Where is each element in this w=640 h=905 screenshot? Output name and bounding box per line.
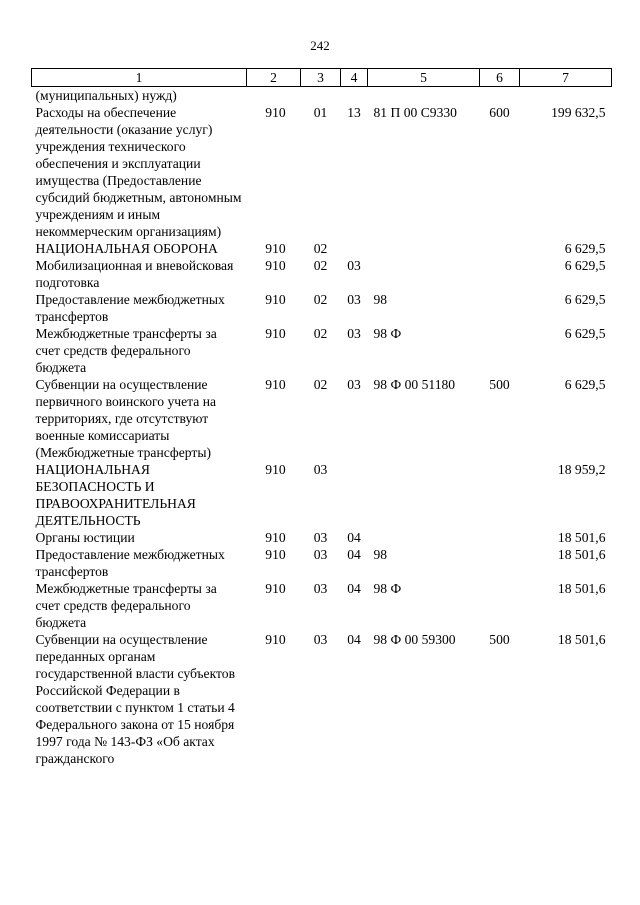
column-header: 7 [520,69,612,87]
subsection-code-cell [341,87,368,105]
target-article-cell [368,529,480,546]
column-header: 4 [341,69,368,87]
amount-cell: 6 629,5 [564,292,606,307]
admin-code-cell: 910 [265,326,286,341]
admin-code-cell: 910 [265,632,286,647]
column-header: 6 [480,69,520,87]
amount-cell: 199 632,5 [551,105,606,120]
expense-type-cell [480,546,520,580]
section-code-cell [301,87,341,105]
page-number: 242 [310,38,330,53]
expense-type-cell [480,461,520,529]
table-row [32,546,612,580]
subsection-code-cell: 03 [347,292,361,307]
table-row [32,87,612,105]
expense-type-cell [480,291,520,325]
expense-type-cell: 500 [489,377,510,392]
expense-type-cell [480,325,520,376]
target-article-cell: 98 Ф [373,581,402,596]
row-name-cell: Мобилизационная и вневойсковая подготовка [35,258,234,290]
subsection-code-cell: 04 [347,530,361,545]
row-name-cell: Межбюджетные трансферты за счет средств федерального бюджета [35,326,217,375]
target-article-cell: 81 П 00 С9330 [373,105,457,120]
subsection-code-cell: 04 [347,632,361,647]
section-code-cell: 03 [313,530,328,545]
table-row [32,580,612,631]
admin-code-cell: 910 [265,292,286,307]
row-name-cell: НАЦИОНАЛЬНАЯ БЕЗОПАСНОСТЬ И ПРАВООХРАНИТЕЛЬНАЯ ДЕЯТЕЛЬНОСТЬ [35,462,196,528]
row-name-cell: Предоставление межбюджетных трансфертов [35,547,225,579]
admin-code-cell: 910 [265,258,286,273]
admin-code-cell: 910 [265,105,286,120]
table-row [32,325,612,376]
subsection-code-cell: 03 [347,258,361,273]
admin-code-cell: 910 [265,462,286,477]
admin-code-cell: 910 [265,581,286,596]
column-header: 1 [32,69,247,87]
table-row [32,631,612,767]
subsection-code-cell: 03 [347,377,361,392]
row-name-cell: Межбюджетные трансферты за счет средств федерального бюджета [35,581,217,630]
section-code-cell: 03 [313,547,328,562]
section-code-cell: 03 [313,462,328,477]
section-code-cell: 03 [313,632,328,647]
target-article-cell [368,87,480,105]
target-article-cell [368,240,480,257]
admin-code-cell: 910 [265,530,286,545]
target-article-cell [368,257,480,291]
row-name-cell: (муниципальных) нужд) [35,88,177,103]
row-name-cell: Расходы на обеспечение деятельности (оказание услуг) учреждения технического обеспечения и эксплуатации имущества (Предоставление субсидий бюджетным, автономным учреждениям и иным некоммерческим организациям) [35,105,242,239]
admin-code-cell: 910 [265,377,286,392]
table-row [32,529,612,546]
row-name-cell: Органы юстиции [35,530,135,545]
amount-cell: 18 501,6 [557,547,606,562]
section-code-cell: 02 [313,258,328,273]
column-header: 5 [368,69,480,87]
expense-type-cell: 500 [489,632,510,647]
table-row [32,257,612,291]
section-code-cell: 02 [313,241,328,256]
amount-cell: 18 501,6 [557,632,606,647]
subsection-code-cell [341,240,368,257]
expense-type-cell [480,87,520,105]
amount-cell: 18 959,2 [557,462,606,477]
subsection-code-cell: 03 [347,326,361,341]
section-code-cell: 02 [313,292,328,307]
amount-cell: 6 629,5 [564,258,606,273]
admin-code-cell: 910 [265,241,286,256]
amount-cell: 6 629,5 [564,241,606,256]
amount-cell [520,87,612,105]
subsection-code-cell: 13 [347,105,361,120]
expense-type-cell: 600 [489,105,510,120]
table-row [32,461,612,529]
table-row [32,240,612,257]
target-article-cell [368,461,480,529]
target-article-cell: 98 [373,547,388,562]
section-code-cell: 02 [313,377,328,392]
row-name-cell: Предоставление межбюджетных трансфертов [35,292,225,324]
expense-type-cell [480,580,520,631]
subsection-code-cell [341,461,368,529]
subsection-code-cell: 04 [347,547,361,562]
admin-code-cell [247,87,301,105]
table-row [32,376,612,461]
row-name-cell: Субвенции на осуществление первичного воинского учета на территориях, где отсутствуют военные комиссариаты (Межбюджетные трансферты) [35,377,217,460]
table-row [32,104,612,240]
table-body [32,87,612,768]
row-name-cell: Субвенции на осуществление переданных органам государственной власти субъектов Российской Федерации в соответствии с пунктом 1 статьи 4 Федерального закона от 15 ноября 1997 года № 143-ФЗ «Об актах гражданского [35,632,235,766]
amount-cell: 18 501,6 [557,581,606,596]
column-header: 2 [247,69,301,87]
table-row [32,291,612,325]
table-header-row [32,69,612,87]
section-code-cell: 01 [313,105,328,120]
target-article-cell: 98 Ф 00 59300 [373,632,456,647]
section-code-cell: 03 [313,581,328,596]
target-article-cell: 98 Ф 00 51180 [373,377,456,392]
section-code-cell: 02 [313,326,328,341]
expense-type-cell [480,240,520,257]
target-article-cell: 98 [373,292,388,307]
expense-type-cell [480,529,520,546]
subsection-code-cell: 04 [347,581,361,596]
column-header: 3 [301,69,341,87]
admin-code-cell: 910 [265,547,286,562]
row-name-cell: НАЦИОНАЛЬНАЯ ОБОРОНА [35,241,218,256]
target-article-cell: 98 Ф [373,326,402,341]
amount-cell: 6 629,5 [564,377,606,392]
amount-cell: 6 629,5 [564,326,606,341]
amount-cell: 18 501,6 [557,530,606,545]
budget-table [31,68,612,767]
expense-type-cell [480,257,520,291]
